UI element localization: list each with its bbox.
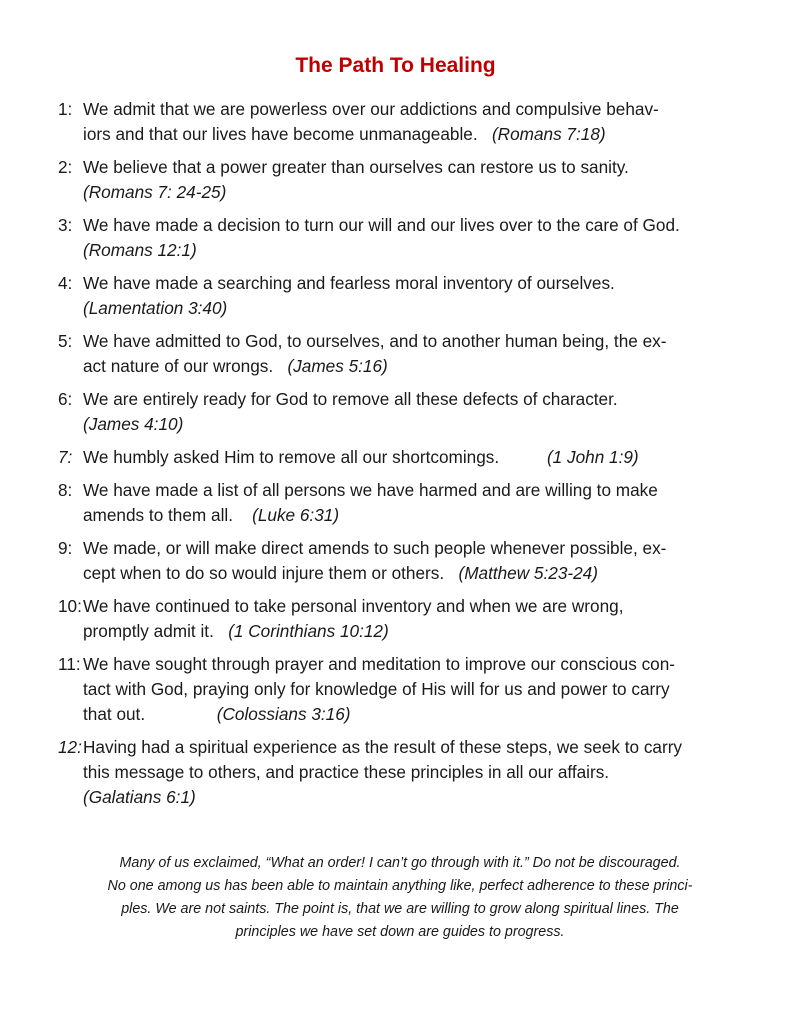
scripture-reference: (Lamentation 3:40)	[83, 298, 228, 318]
step-12	[58, 735, 748, 810]
step-9	[58, 536, 748, 586]
step-number: 7:	[58, 447, 73, 467]
page-title: The Path To Healing	[295, 54, 496, 77]
scripture-reference: (Luke 6:31)	[252, 505, 340, 525]
step-4	[58, 271, 748, 321]
step-text-line: We humbly asked Him to remove all our shortcomings.	[83, 447, 500, 467]
closing-line: No one among us has been able to maintain anything like, perfect adherence to these princi-	[107, 878, 693, 894]
step-text-line: We have made a searching and fearless moral inventory of ourselves.	[83, 273, 615, 293]
scripture-reference: (Romans 7: 24-25)	[83, 182, 227, 202]
step-text-line: promptly admit it.	[83, 621, 214, 641]
step-number: 1:	[58, 99, 73, 119]
steps-list	[58, 97, 748, 818]
step-text-line: We have made a decision to turn our will and our lives over to the care of God.	[83, 215, 680, 235]
step-text-line: We have continued to take personal inventory and when we are wrong,	[83, 596, 624, 616]
step-text-line: iors and that our lives have become unmanageable.	[83, 124, 478, 144]
step-8	[58, 478, 748, 528]
scripture-reference: (Romans 12:1)	[83, 240, 197, 260]
scripture-reference: (Matthew 5:23-24)	[458, 563, 598, 583]
step-text-line: cept when to do so would injure them or others.	[83, 563, 445, 583]
closing-line: ples. We are not saints. The point is, that we are willing to grow along spiritual lines. The	[121, 901, 679, 917]
step-number: 11:	[58, 654, 81, 674]
step-number: 6:	[58, 389, 73, 409]
step-text-line: amends to them all.	[83, 505, 233, 525]
step-text-line: We have admitted to God, to ourselves, and to another human being, the ex-	[83, 331, 667, 351]
closing-line: Many of us exclaimed, “What an order! I can’t go through with it.” Do not be discouraged.	[119, 855, 681, 871]
scripture-reference: (Romans 7:18)	[491, 124, 606, 144]
step-7	[58, 445, 748, 470]
step-text-line: We made, or will make direct amends to such people whenever possible, ex-	[83, 538, 667, 558]
step-number: 2:	[58, 157, 73, 177]
step-number: 4:	[58, 273, 73, 293]
step-text-line: act nature of our wrongs.	[83, 356, 274, 376]
step-number: 12:	[58, 737, 82, 757]
step-text-line: We admit that we are powerless over our addictions and compulsive behav-	[83, 99, 659, 119]
step-text-line: this message to others, and practice these principles in all our affairs.	[83, 762, 610, 782]
step-text-line: We are entirely ready for God to remove all these defects of character.	[83, 389, 618, 409]
step-number: 3:	[58, 215, 73, 235]
scripture-reference: (James 5:16)	[287, 356, 388, 376]
step-text-line: tact with God, praying only for knowledge of His will for us and power to carry	[83, 679, 670, 699]
step-text-line: that out.	[83, 704, 146, 724]
scripture-reference: (James 4:10)	[83, 414, 184, 434]
step-6	[58, 387, 748, 437]
step-5	[58, 329, 748, 379]
closing-paragraph	[60, 852, 740, 944]
step-10	[58, 594, 748, 644]
scripture-reference: (Galatians 6:1)	[83, 787, 196, 807]
step-number: 8:	[58, 480, 73, 500]
scripture-reference: (1 Corinthians 10:12)	[228, 621, 389, 641]
step-number: 9:	[58, 538, 73, 558]
step-1	[58, 97, 748, 147]
closing-line: principles we have set down are guides to progress.	[235, 924, 565, 940]
scripture-reference: (Colossians 3:16)	[216, 704, 351, 724]
step-number: 10:	[58, 596, 82, 616]
step-text-line: We have made a list of all persons we have harmed and are willing to make	[83, 480, 658, 500]
step-11	[58, 652, 748, 727]
step-2	[58, 155, 748, 205]
step-3	[58, 213, 748, 263]
scripture-reference: (1 John 1:9)	[546, 447, 639, 467]
step-text-line: Having had a spiritual experience as the result of these steps, we seek to carry	[83, 737, 683, 757]
step-number: 5:	[58, 331, 73, 351]
step-text-line: We believe that a power greater than ourselves can restore us to sanity.	[83, 157, 629, 177]
step-text-line: We have sought through prayer and meditation to improve our conscious con-	[83, 654, 676, 674]
